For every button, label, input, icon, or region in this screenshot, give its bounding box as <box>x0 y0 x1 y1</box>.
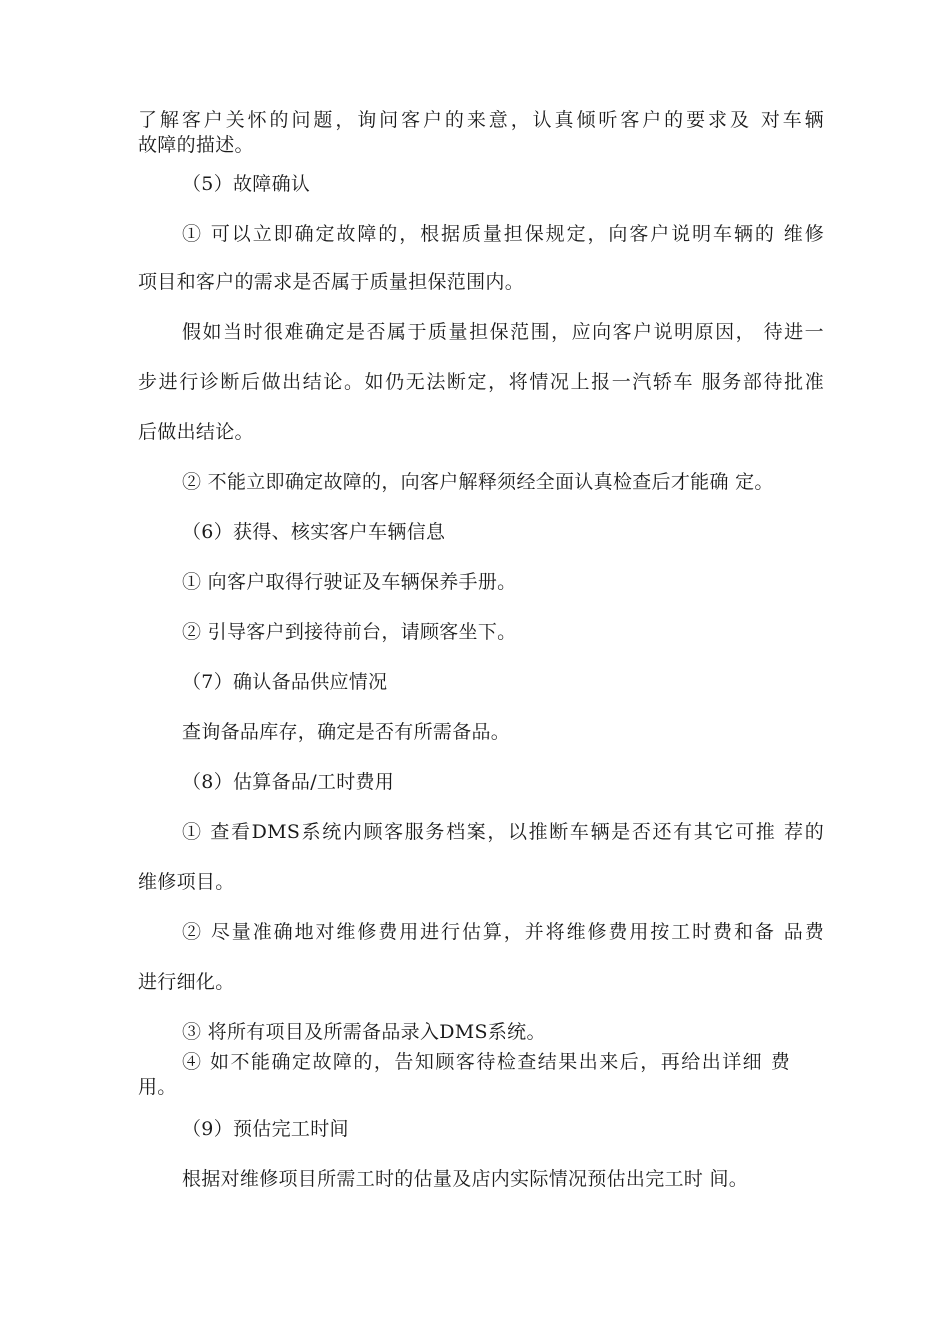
paragraph-line: ② 尽量准确地对维修费用进行估算，并将维修费用按工时费和备 品费 <box>182 921 824 943</box>
paragraph-line: 了解客户关怀的问题，询问客户的来意，认真倾听客户的要求及 对车辆 <box>138 109 824 131</box>
paragraph-line: ① 可以立即确定故障的，根据质量担保规定，向客户说明车辆的 维修 <box>182 223 824 245</box>
paragraph-line: 假如当时很难确定是否属于质量担保范围，应向客户说明原因， 待进一 <box>182 321 824 343</box>
paragraph-line: ② 不能立即确定故障的，向客户解释须经全面认真检查后才能确 定。 <box>182 471 774 493</box>
paragraph-line: 后做出结论。 <box>138 421 254 443</box>
paragraph-line: ② 引导客户到接待前台，请顾客坐下。 <box>182 621 517 643</box>
paragraph-line: 查询备品库存，确定是否有所需备品。 <box>182 721 511 743</box>
paragraph-line: ① 查看DMS系统内顾客服务档案，以推断车辆是否还有其它可推 荐的 <box>182 821 824 843</box>
paragraph-line: 项目和客户的需求是否属于质量担保范围内。 <box>138 271 525 293</box>
section-heading: （7）确认备品供应情况 <box>182 671 388 693</box>
section-heading: （5）故障确认 <box>182 173 311 195</box>
paragraph-line: 根据对维修项目所需工时的估量及店内实际情况预估出完工时 间。 <box>182 1168 749 1190</box>
section-heading: （6）获得、核实客户车辆信息 <box>182 521 446 543</box>
paragraph-line: ④ 如不能确定故障的，告知顾客待检查结果出来后，再给出详细 费 <box>182 1051 790 1073</box>
paragraph-line: 进行细化。 <box>138 971 235 993</box>
paragraph-line: 维修项目。 <box>138 871 235 893</box>
section-heading: （9）预估完工时间 <box>182 1118 349 1140</box>
paragraph-line: ① 向客户取得行驶证及车辆保养手册。 <box>182 571 517 593</box>
paragraph-line: ③ 将所有项目及所需备品录入DMS系统。 <box>182 1021 546 1043</box>
paragraph-line: 故障的描述。 <box>138 134 254 156</box>
section-heading: （8）估算备品/工时费用 <box>182 771 395 793</box>
paragraph-line: 用。 <box>138 1076 177 1098</box>
paragraph-line: 步进行诊断后做出结论。如仍无法断定，将情况上报一汽轿车 服务部待批准 <box>138 371 824 393</box>
